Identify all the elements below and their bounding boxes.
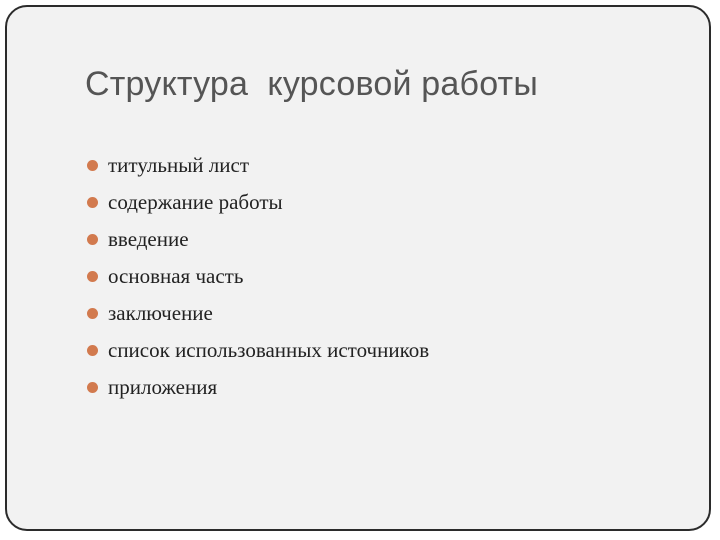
list-item-text: титульный лист <box>108 153 250 177</box>
list-item-text: основная часть <box>108 264 244 288</box>
list-item <box>87 295 429 332</box>
list-item <box>87 369 429 406</box>
list-item-text: введение <box>108 227 189 251</box>
list-item-text: приложения <box>108 375 218 399</box>
bullet-icon <box>87 234 98 245</box>
slide-title: Структура курсовой работы <box>85 65 538 103</box>
list-item-text: список использованных источников <box>108 338 430 362</box>
bullet-icon <box>87 271 98 282</box>
list-item-text: содержание работы <box>108 190 283 214</box>
bullet-icon <box>87 197 98 208</box>
bullet-list <box>87 147 429 406</box>
bullet-icon <box>87 382 98 393</box>
slide <box>5 5 711 531</box>
list-item <box>87 258 429 295</box>
bullet-icon <box>87 308 98 319</box>
list-item <box>87 221 429 258</box>
list-item <box>87 332 429 369</box>
list-item-text: заключение <box>108 301 213 325</box>
bullet-icon <box>87 345 98 356</box>
list-item <box>87 147 429 184</box>
bullet-icon <box>87 160 98 171</box>
list-item <box>87 184 429 221</box>
